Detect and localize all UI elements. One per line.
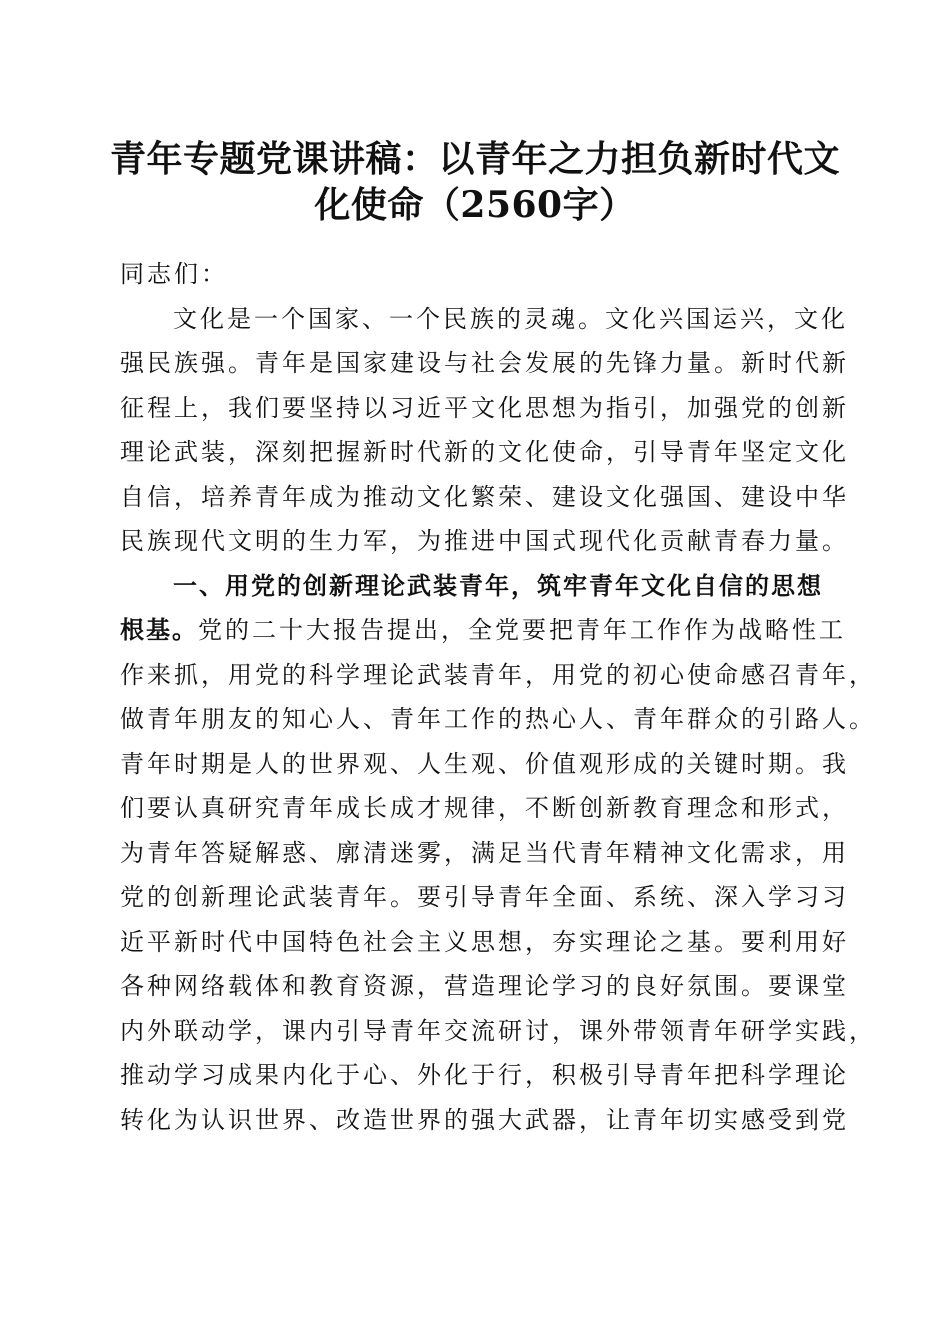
paragraph-line <box>120 608 846 653</box>
paragraph-line: 转化为认识世界、改造世界的强大武器，让青年切实感受到党 <box>120 1105 849 1134</box>
paragraph-line: 强民族强。青年是国家建设与社会发展的先锋力量。新时代新 <box>120 349 849 377</box>
paragraph-line: 文化是一个国家、一个民族的灵魂。文化兴国运兴，文化 <box>173 304 848 333</box>
section-1-paragraph <box>120 564 876 1143</box>
document-title <box>110 136 840 228</box>
paragraph-text: 党的二十大报告提出，全党要把青年工作作为战略性工 <box>198 616 846 644</box>
paragraph-line: 内外联动学，课内引导青年交流研讨，课外带领青年研学实践， <box>120 1016 876 1045</box>
paragraph-line: 为青年答疑解惑、廓清迷雾，满足当代青年精神文化需求，用 <box>120 838 849 867</box>
paragraph-line: 作来抓，用党的科学理论武装青年，用党的初心使命感召青年， <box>120 660 876 689</box>
paragraph-line: 们要认真研究青年成长成才规律，不断创新教育理念和形式， <box>120 794 849 822</box>
section-heading: 一、用党的创新理论武装青年，筑牢青年文化自信的思想 <box>173 571 823 600</box>
salutation: 同志们： <box>120 260 228 288</box>
paragraph-line: 民族现代文明的生力军，为推进中国式现代化贡献青春力量。 <box>120 527 849 555</box>
paragraph-line: 做青年朋友的知心人、青年工作的热心人、青年群众的引路人。 <box>120 705 876 733</box>
section-heading-end: 根基。 <box>120 616 198 644</box>
paragraph-line: 近平新时代中国特色社会主义思想，夯实理论之基。要利用好 <box>120 927 849 956</box>
intro-paragraph <box>120 297 849 564</box>
paragraph-line: 理论武装，深刻把握新时代新的文化使命，引导青年坚定文化 <box>120 438 849 466</box>
paragraph-line: 党的创新理论武装青年。要引导青年全面、系统、深入学习习 <box>120 883 849 911</box>
paragraph-line: 征程上，我们要坚持以习近平文化思想为指引，加强党的创新 <box>120 393 849 422</box>
title-line-2: 化使命（2560字） <box>314 184 636 226</box>
paragraph-line: 推动学习成果内化于心、外化于行，积极引导青年把科学理论 <box>120 1061 849 1089</box>
paragraph-line: 自信，培养青年成为推动文化繁荣、建设文化强国、建设中华 <box>120 482 849 511</box>
paragraph-line: 各种网络载体和教育资源，营造理论学习的良好氛围。要课堂 <box>120 972 849 1000</box>
paragraph-line: 青年时期是人的世界观、人生观、价值观形成的关键时期。我 <box>120 749 849 778</box>
document-body <box>120 252 876 1142</box>
title-line-1: 青年专题党课讲稿：以青年之力担负新时代文 <box>110 138 841 180</box>
